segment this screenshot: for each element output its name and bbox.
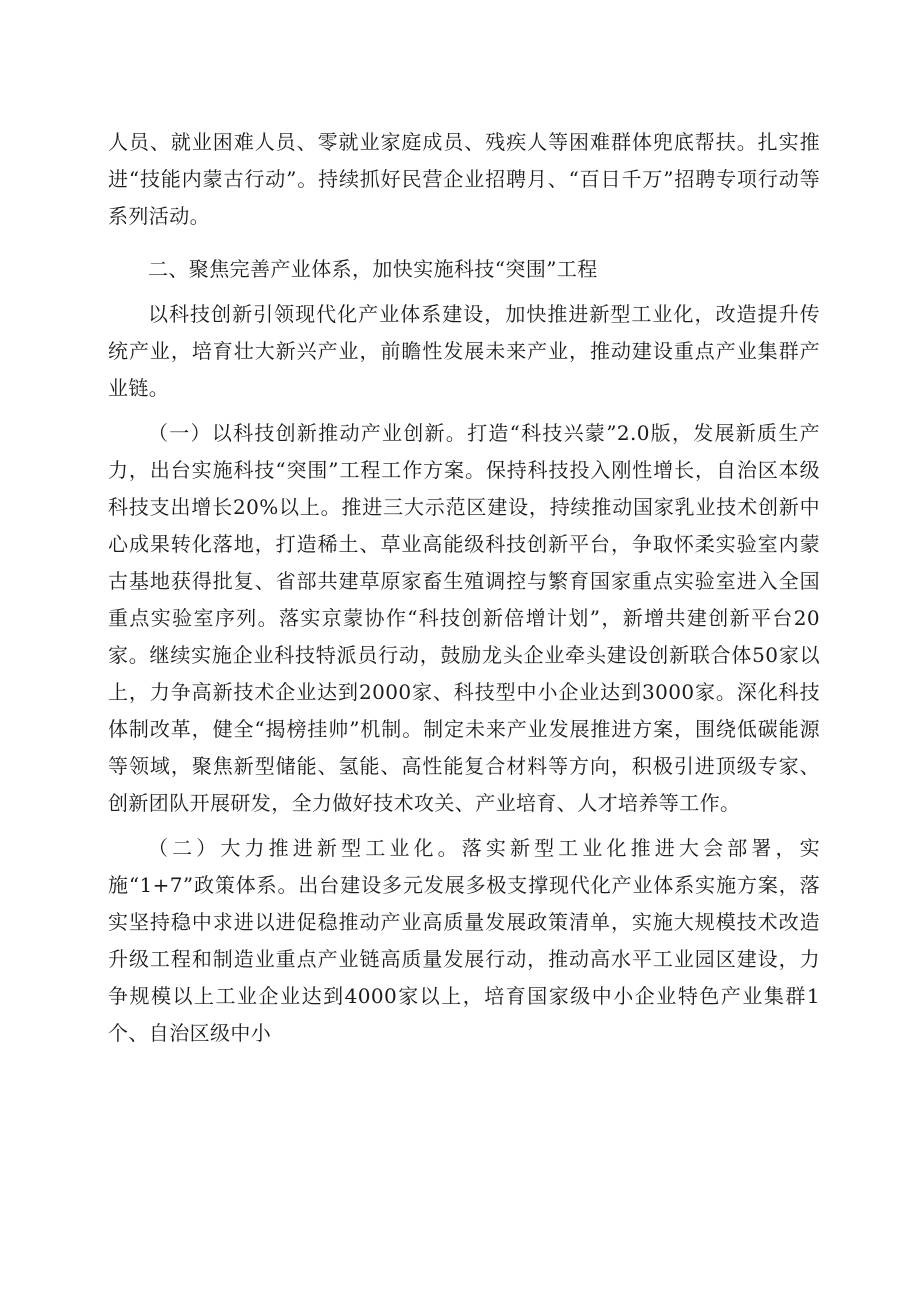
section-heading: 二、聚焦完善产业体系，加快实施科技“突围”工程: [148, 257, 598, 281]
paragraph-intro: 以科技创新引领现代化产业体系建设，加快推进新型工业化，改造提升传统产业，培育壮大新兴产业，前瞻性发展未来产业，推动建设重点产业集群产业链。: [108, 302, 820, 400]
document-body: [108, 124, 820, 1052]
paragraph-industrialization: （二）大力推进新型工业化。落实新型工业化推进大会部署，实施“1+7”政策体系。出台建设多元发展多极支撑现代化产业体系实施方案，落实坚持稳中求进以进促稳推动产业高质量发展政策清单，实施大规模技术改造升级工程和制造业重点产业链高质量发展行动，推动高水平工业园区建设，力争规模以上工业企业达到4000家以上，培育国家级中小企业特色产业集群1个、自治区级中小: [108, 836, 820, 1045]
paragraph-continuation: 人员、就业困难人员、零就业家庭成员、残疾人等困难群体兜底帮扶。扎实推进“技能内蒙古行动”。持续抓好民营企业招聘月、“百日千万”招聘专项行动等系列活动。: [108, 130, 820, 228]
paragraph-tech-innovation: （一）以科技创新推动产业创新。打造“科技兴蒙”2.0版，发展新质生产力，出台实施科技“突围”工程工作方案。保持科技投入刚性增长，自治区本级科技支出增长20%以上。推进三大示范区建设，持续推动国家乳业技术创新中心成果转化落地，打造稀土、草业高能级科技创新平台，争取怀柔实验室内蒙古基地获得批复、省部共建草原家畜生殖调控与繁育国家重点实验室进入全国重点实验室序列。落实京蒙协作“科技创新倍增计划”，新增共建创新平台20家。继续实施企业科技特派员行动，鼓励龙头企业牵头建设创新联合体50家以上，力争高新技术企业达到2000家、科技型中小企业达到3000家。深化科技体制改革，健全“揭榜挂帅”机制。制定未来产业发展推进方案，围绕低碳能源等领域，聚焦新型储能、氢能、高性能复合材料等方向，积极引进顶级专家、创新团队开展研发，全力做好技术攻关、产业培育、人才培养等工作。: [108, 421, 820, 815]
